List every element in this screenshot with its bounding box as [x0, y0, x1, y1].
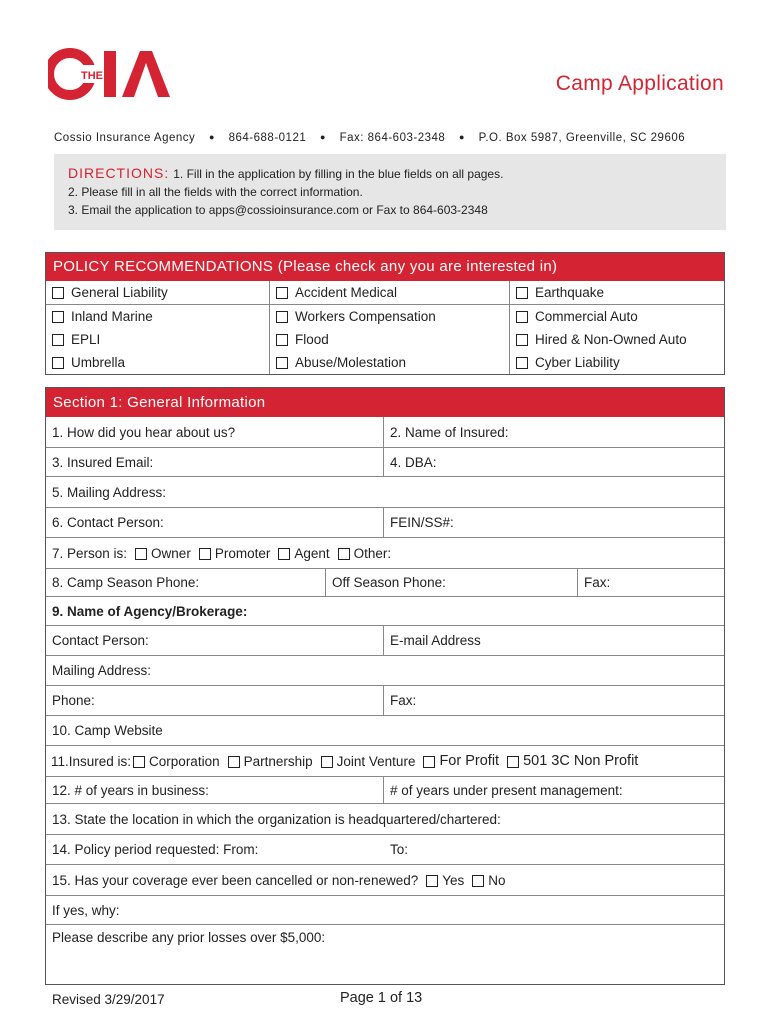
agency-fax: Fax: 864-603-2348	[339, 132, 446, 144]
field-label: 15. Has your coverage ever been cancelled or non-renewed?	[52, 872, 419, 888]
logo-small-text: THE	[81, 70, 103, 82]
insured-name-field[interactable]	[384, 417, 724, 447]
option-label: EPLI	[71, 332, 101, 347]
fax-field[interactable]	[578, 569, 724, 596]
checkbox[interactable]	[52, 334, 64, 346]
years-management-field[interactable]	[384, 777, 724, 803]
form-row	[46, 417, 724, 447]
field-label: 13. State the location in which the organization is headquartered/chartered:	[52, 811, 501, 827]
field-label: 14. Policy period requested: From:	[52, 842, 259, 857]
insured-email-field[interactable]	[46, 448, 384, 476]
checkbox[interactable]	[276, 287, 288, 299]
checkbox[interactable]	[338, 548, 350, 560]
checkbox[interactable]	[228, 756, 240, 768]
agency-phone-field[interactable]	[46, 686, 384, 715]
option-label: Owner	[151, 545, 191, 561]
form-row	[46, 537, 724, 568]
option-label: Joint Venture	[336, 753, 416, 769]
form-row	[46, 655, 724, 685]
form-row	[46, 864, 724, 895]
camp-season-phone-field[interactable]	[46, 569, 326, 596]
field-label: 11.Insured is:	[51, 753, 132, 769]
years-in-business-field[interactable]	[46, 777, 384, 803]
field-label: Fax:	[390, 693, 417, 708]
option-label: No	[488, 872, 506, 888]
fein-field[interactable]	[384, 508, 724, 537]
camp-website-field[interactable]	[46, 716, 724, 745]
form-row	[46, 745, 724, 776]
agency-address: P.O. Box 5987, Greenville, SC 29606	[478, 132, 686, 144]
field-label: Mailing Address:	[52, 663, 152, 678]
form-row	[46, 834, 724, 864]
checkbox[interactable]	[507, 756, 519, 768]
checkbox[interactable]	[321, 756, 333, 768]
directions-box	[54, 154, 726, 230]
checkbox[interactable]	[52, 357, 64, 369]
option-label: Cyber Liability	[535, 355, 620, 370]
form-row	[46, 596, 724, 625]
contact-person-field[interactable]	[46, 508, 384, 537]
separator: ●	[458, 132, 465, 142]
mailing-address-field[interactable]	[46, 477, 724, 507]
form-row	[46, 776, 724, 803]
field-label: If yes, why:	[52, 902, 120, 918]
off-season-phone-field[interactable]	[326, 569, 578, 596]
checkbox[interactable]	[516, 334, 528, 346]
separator: ●	[208, 132, 215, 142]
agency-phone: 864-688-0121	[228, 132, 307, 144]
direction-3: 3. Email the application to apps@cossioinsurance.com or Fax to 864-603-2348	[68, 203, 488, 217]
checkbox[interactable]	[278, 548, 290, 560]
policy-row	[46, 351, 724, 374]
field-label: 7. Person is:	[52, 545, 128, 561]
option-label: Other:	[353, 545, 392, 561]
option-label: Flood	[295, 332, 329, 347]
form-row	[46, 568, 724, 596]
option-label: Abuse/Molestation	[295, 355, 407, 370]
form-row	[46, 476, 724, 507]
checkbox[interactable]	[426, 875, 438, 887]
field-label: 3. Insured Email:	[52, 454, 154, 470]
policy-row	[46, 328, 724, 351]
form-row	[46, 625, 724, 655]
field-label: Phone:	[52, 693, 95, 708]
agency-fax-field[interactable]	[384, 686, 724, 715]
form-row	[46, 685, 724, 715]
form-row	[46, 507, 724, 537]
headquarters-location-field[interactable]	[46, 804, 724, 834]
option-label: Yes	[442, 872, 465, 888]
option-label: Inland Marine	[71, 309, 153, 324]
option-label: Agent	[294, 545, 330, 561]
option-label: Earthquake	[535, 285, 605, 300]
direction-2: 2. Please fill in all the fields with the correct information.	[68, 185, 363, 199]
form-row	[46, 715, 724, 745]
policy-row	[46, 304, 724, 328]
page-title: Camp Application	[555, 72, 724, 95]
field-label: 8. Camp Season Phone:	[52, 575, 200, 590]
field-label: Please describe any prior losses over $5,000:	[52, 930, 326, 945]
checkbox[interactable]	[516, 357, 528, 369]
section-general-information	[45, 387, 725, 985]
field-label: 1. How did you hear about us?	[52, 424, 236, 440]
checkbox[interactable]	[52, 311, 64, 323]
form-row	[46, 895, 724, 924]
separator: ●	[319, 132, 326, 142]
policy-to-field[interactable]	[384, 835, 724, 864]
agency-contact-field[interactable]	[46, 626, 384, 655]
field-label: 6. Contact Person:	[52, 515, 164, 530]
field-label: Fax:	[584, 575, 611, 590]
checkbox[interactable]	[133, 756, 145, 768]
checkbox[interactable]	[276, 334, 288, 346]
hear-about-us-field[interactable]	[46, 417, 384, 447]
prior-losses-field[interactable]	[46, 925, 724, 987]
agency-name: Cossio Insurance Agency	[54, 132, 196, 144]
option-label: Corporation	[149, 753, 220, 769]
policy-recommendations	[45, 252, 725, 375]
contact-line	[54, 132, 685, 144]
checkbox[interactable]	[516, 287, 528, 299]
coverage-cancelled-field	[46, 865, 724, 895]
policy-from-field[interactable]	[46, 835, 384, 864]
option-label: 501 3C Non Profit	[523, 753, 639, 769]
checkbox[interactable]	[199, 548, 211, 560]
revision-date: Revised 3/29/2017	[52, 992, 165, 1007]
field-label: 4. DBA:	[390, 454, 437, 470]
form-row	[46, 447, 724, 476]
person-is-field	[46, 538, 724, 568]
direction-1: 1. Fill in the application by filling in the blue fields on all pages.	[173, 167, 504, 181]
field-label: Off Season Phone:	[332, 575, 446, 590]
policy-row	[46, 281, 724, 304]
checkbox[interactable]	[276, 357, 288, 369]
field-label: To:	[390, 842, 409, 857]
option-label: Promoter	[214, 545, 271, 561]
field-label: FEIN/SS#:	[390, 515, 454, 530]
field-label: 2. Name of Insured:	[390, 424, 509, 440]
agency-mailing-field[interactable]	[46, 656, 724, 685]
checkbox[interactable]	[516, 311, 528, 323]
option-label: Accident Medical	[295, 285, 398, 300]
option-label: For Profit	[439, 753, 500, 769]
field-label: 9. Name of Agency/Brokerage:	[52, 603, 248, 619]
checkbox[interactable]	[52, 287, 64, 299]
policy-heading: POLICY RECOMMENDATIONS (Please check any you are interested in)	[46, 253, 724, 281]
checkbox[interactable]	[135, 548, 147, 560]
option-label: Hired & Non-Owned Auto	[535, 332, 687, 347]
checkbox[interactable]	[276, 311, 288, 323]
dba-field[interactable]	[384, 448, 724, 476]
page-number: Page 1 of 13	[340, 990, 423, 1006]
field-label: Contact Person:	[52, 633, 149, 648]
option-label: Commercial Auto	[535, 309, 638, 324]
cia-logo	[48, 45, 178, 103]
section-heading: Section 1: General Information	[46, 388, 724, 417]
checkbox[interactable]	[423, 756, 435, 768]
option-label: Umbrella	[71, 355, 126, 370]
directions-label: DIRECTIONS:	[68, 165, 170, 181]
option-label: Workers Compensation	[295, 309, 436, 324]
checkbox[interactable]	[472, 875, 484, 887]
agency-email-field[interactable]	[384, 626, 724, 655]
field-label: 10. Camp Website	[52, 723, 163, 738]
if-yes-why-field[interactable]	[46, 896, 724, 924]
option-label: Partnership	[243, 753, 313, 769]
insured-is-field	[46, 746, 724, 776]
form-row	[46, 924, 724, 987]
field-label: # of years under present management:	[390, 782, 623, 798]
logo-main-text: CIA	[48, 45, 50, 46]
field-label: 5. Mailing Address:	[52, 484, 167, 500]
form-row	[46, 803, 724, 834]
field-label: E-mail Address	[390, 633, 481, 648]
field-label: 12. # of years in business:	[52, 782, 209, 798]
option-label: General Liability	[71, 285, 168, 300]
agency-brokerage-heading	[46, 597, 724, 625]
